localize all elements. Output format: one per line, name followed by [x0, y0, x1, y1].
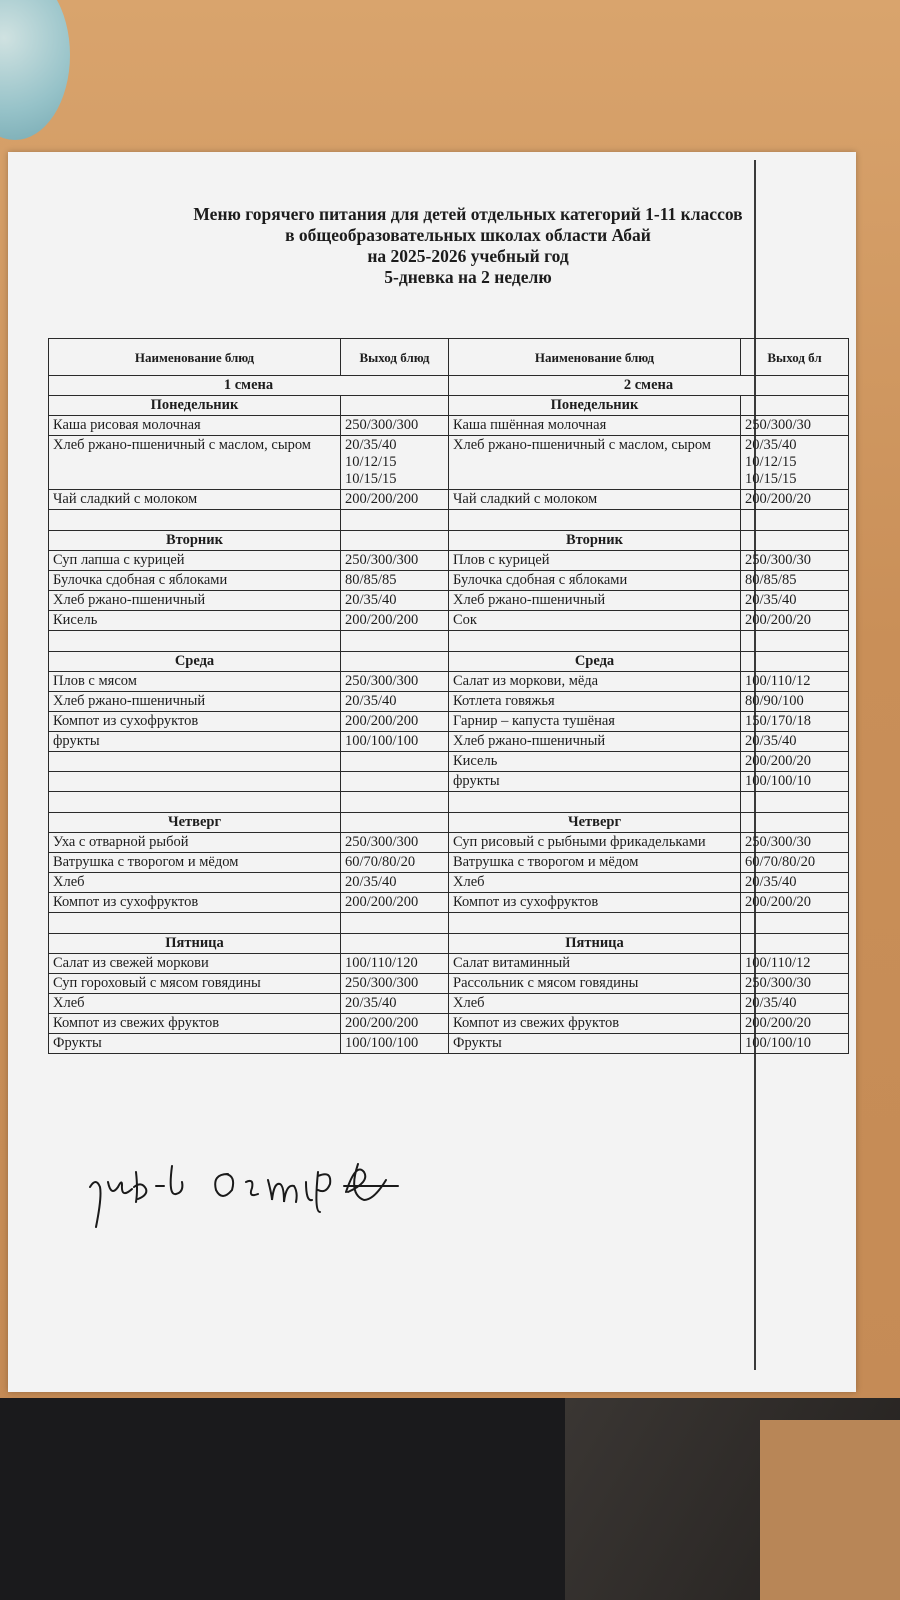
table-row [49, 692, 849, 712]
empty-cell [341, 913, 449, 934]
dish-right: Салат из моркови, мёда [449, 672, 741, 692]
table-row [49, 954, 849, 974]
dish-right: Каша пшённая молочная [449, 416, 741, 436]
empty-cell [741, 531, 849, 551]
tape-roll [0, 0, 70, 140]
dish-right: Гарнир – капуста тушёная [449, 712, 741, 732]
dish-left: Уха с отварной рыбой [49, 833, 341, 853]
dish-left: Компот из свежих фруктов [49, 1014, 341, 1034]
title-line: в общеобразовательных школах области Абай [285, 225, 651, 245]
menu-table [48, 338, 849, 1054]
table-row [49, 1014, 849, 1034]
dish-left: Хлеб ржано-пшеничный с маслом, сыром [49, 436, 341, 490]
table-row [49, 672, 849, 692]
dish-left: Кисель [49, 611, 341, 631]
dish-left [49, 772, 341, 792]
empty-cell [341, 792, 449, 813]
yield-right: 80/85/85 [741, 571, 849, 591]
yield-left: 250/300/300 [341, 672, 449, 692]
yield-left: 200/200/200 [341, 611, 449, 631]
dish-right: Рассольник с мясом говядины [449, 974, 741, 994]
yield-right: 250/300/30 [741, 551, 849, 571]
yield-left: 100/100/100 [341, 1034, 449, 1054]
header-dish-left: Наименование блюд [49, 339, 341, 376]
background-floor [760, 1420, 900, 1600]
title-line: 5-дневка на 2 неделю [384, 267, 552, 287]
yield-left [341, 772, 449, 792]
yield-right: 60/70/80/20 [741, 853, 849, 873]
empty-cell [341, 652, 449, 672]
dish-right: Компот из сухофруктов [449, 893, 741, 913]
table-row [49, 752, 849, 772]
yield-right: 200/200/20 [741, 893, 849, 913]
dish-right: Сок [449, 611, 741, 631]
dish-right: Салат витаминный [449, 954, 741, 974]
table-row [49, 591, 849, 611]
dish-left: Хлеб ржано-пшеничный [49, 591, 341, 611]
day-name-right: Четверг [449, 813, 741, 833]
yield-left [341, 752, 449, 772]
empty-cell [741, 913, 849, 934]
empty-cell [741, 631, 849, 652]
day-row [49, 934, 849, 954]
table-row [49, 490, 849, 510]
day-name-left: Среда [49, 652, 341, 672]
shift-left: 1 смена [49, 376, 449, 396]
dish-right: Суп рисовый с рыбными фрикадельками [449, 833, 741, 853]
day-row [49, 396, 849, 416]
table-row [49, 853, 849, 873]
yield-right: 20/35/40 [741, 873, 849, 893]
dish-left: Хлеб [49, 873, 341, 893]
title-line: на 2025-2026 учебный год [367, 246, 569, 266]
day-name-right: Вторник [449, 531, 741, 551]
dish-right: Ватрушка с творогом и мёдом [449, 853, 741, 873]
dish-right: Хлеб ржано-пшеничный с маслом, сыром [449, 436, 741, 490]
yield-right: 20/35/40 10/12/15 10/15/15 [741, 436, 849, 490]
empty-cell [449, 631, 741, 652]
day-row [49, 531, 849, 551]
dish-left [49, 752, 341, 772]
spacer-row [49, 510, 849, 531]
empty-cell [341, 396, 449, 416]
dish-left: Суп гороховый с мясом говядины [49, 974, 341, 994]
yield-left: 200/200/200 [341, 893, 449, 913]
dish-left: Компот из сухофруктов [49, 712, 341, 732]
yield-left: 250/300/300 [341, 974, 449, 994]
empty-cell [49, 510, 341, 531]
yield-left: 20/35/40 [341, 873, 449, 893]
dish-right: Плов с курицей [449, 551, 741, 571]
yield-right: 200/200/20 [741, 1014, 849, 1034]
yield-right: 20/35/40 [741, 732, 849, 752]
yield-left: 20/35/40 [341, 994, 449, 1014]
table-row [49, 551, 849, 571]
empty-cell [341, 934, 449, 954]
empty-cell [341, 813, 449, 833]
dish-left: Чай сладкий с молоком [49, 490, 341, 510]
table-row [49, 893, 849, 913]
yield-left: 200/200/200 [341, 712, 449, 732]
table-row [49, 436, 849, 490]
dish-right: Хлеб [449, 873, 741, 893]
dish-left: фрукты [49, 732, 341, 752]
shift-row [49, 376, 849, 396]
empty-cell [341, 531, 449, 551]
spacer-row [49, 792, 849, 813]
empty-cell [449, 913, 741, 934]
yield-left: 20/35/40 [341, 692, 449, 712]
yield-left: 250/300/300 [341, 551, 449, 571]
day-name-left: Четверг [49, 813, 341, 833]
yield-right: 250/300/30 [741, 974, 849, 994]
header-yield-right: Выход бл [741, 339, 849, 376]
table-row [49, 732, 849, 752]
dish-left: Суп лапша с курицей [49, 551, 341, 571]
dish-left: Компот из сухофруктов [49, 893, 341, 913]
header-dish-right: Наименование блюд [449, 339, 741, 376]
yield-right: 100/110/12 [741, 954, 849, 974]
day-name-left: Понедельник [49, 396, 341, 416]
dish-left: Каша рисовая молочная [49, 416, 341, 436]
table-row [49, 772, 849, 792]
table-row [49, 571, 849, 591]
yield-right: 80/90/100 [741, 692, 849, 712]
yield-right: 100/110/12 [741, 672, 849, 692]
dish-right: фрукты [449, 772, 741, 792]
yield-left: 250/300/300 [341, 833, 449, 853]
title-line: Меню горячего питания для детей отдельных категорий 1-11 классов [193, 204, 743, 224]
yield-right: 200/200/20 [741, 752, 849, 772]
document-title [108, 204, 828, 288]
dish-right: Хлеб [449, 994, 741, 1014]
dish-left: Хлеб [49, 994, 341, 1014]
empty-cell [741, 792, 849, 813]
yield-left: 60/70/80/20 [341, 853, 449, 873]
table-header-row [49, 339, 849, 376]
dish-right: Хлеб ржано-пшеничный [449, 591, 741, 611]
day-name-right: Понедельник [449, 396, 741, 416]
shift-right: 2 смена [449, 376, 849, 396]
yield-right: 250/300/30 [741, 416, 849, 436]
dish-left: Фрукты [49, 1034, 341, 1054]
table-row [49, 974, 849, 994]
table-row [49, 873, 849, 893]
day-name-right: Пятница [449, 934, 741, 954]
dish-right: Компот из свежих фруктов [449, 1014, 741, 1034]
dish-right: Кисель [449, 752, 741, 772]
yield-left: 20/35/40 [341, 591, 449, 611]
empty-cell [449, 510, 741, 531]
table-row [49, 994, 849, 1014]
yield-left: 200/200/200 [341, 1014, 449, 1034]
yield-right: 250/300/30 [741, 833, 849, 853]
empty-cell [741, 652, 849, 672]
table-row [49, 833, 849, 853]
yield-right: 150/170/18 [741, 712, 849, 732]
empty-cell [341, 510, 449, 531]
dish-right: Булочка сдобная с яблоками [449, 571, 741, 591]
yield-left: 100/110/120 [341, 954, 449, 974]
empty-cell [449, 792, 741, 813]
dish-right: Чай сладкий с молоком [449, 490, 741, 510]
dish-left: Хлеб ржано-пшеничный [49, 692, 341, 712]
yield-left: 100/100/100 [341, 732, 449, 752]
yield-left: 80/85/85 [341, 571, 449, 591]
header-yield-left: Выход блюд [341, 339, 449, 376]
empty-cell [341, 631, 449, 652]
dish-left: Плов с мясом [49, 672, 341, 692]
empty-cell [741, 396, 849, 416]
table-row [49, 611, 849, 631]
yield-right: 200/200/20 [741, 490, 849, 510]
empty-cell [741, 813, 849, 833]
yield-right: 20/35/40 [741, 994, 849, 1014]
empty-cell [741, 510, 849, 531]
menu-body [49, 376, 849, 1054]
spacer-row [49, 913, 849, 934]
table-row [49, 712, 849, 732]
yield-right: 20/35/40 [741, 591, 849, 611]
empty-cell [741, 934, 849, 954]
dish-right: Фрукты [449, 1034, 741, 1054]
yield-left: 250/300/300 [341, 416, 449, 436]
day-name-left: Пятница [49, 934, 341, 954]
empty-cell [49, 631, 341, 652]
table-row [49, 1034, 849, 1054]
yield-left: 20/35/40 10/12/15 10/15/15 [341, 436, 449, 490]
dish-left: Булочка сдобная с яблоками [49, 571, 341, 591]
day-row [49, 813, 849, 833]
day-name-right: Среда [449, 652, 741, 672]
yield-right: 100/100/10 [741, 772, 849, 792]
empty-cell [49, 913, 341, 934]
empty-cell [49, 792, 341, 813]
day-name-left: Вторник [49, 531, 341, 551]
dish-right: Котлета говяжья [449, 692, 741, 712]
yield-left: 200/200/200 [341, 490, 449, 510]
dish-right: Хлеб ржано-пшеничный [449, 732, 741, 752]
menu-sheet [8, 152, 856, 1392]
spacer-row [49, 631, 849, 652]
dish-left: Салат из свежей моркови [49, 954, 341, 974]
dish-left: Ватрушка с творогом и мёдом [49, 853, 341, 873]
yield-right: 100/100/10 [741, 1034, 849, 1054]
day-row [49, 652, 849, 672]
yield-right: 200/200/20 [741, 611, 849, 631]
handwritten-signature [78, 1152, 418, 1232]
table-row [49, 416, 849, 436]
